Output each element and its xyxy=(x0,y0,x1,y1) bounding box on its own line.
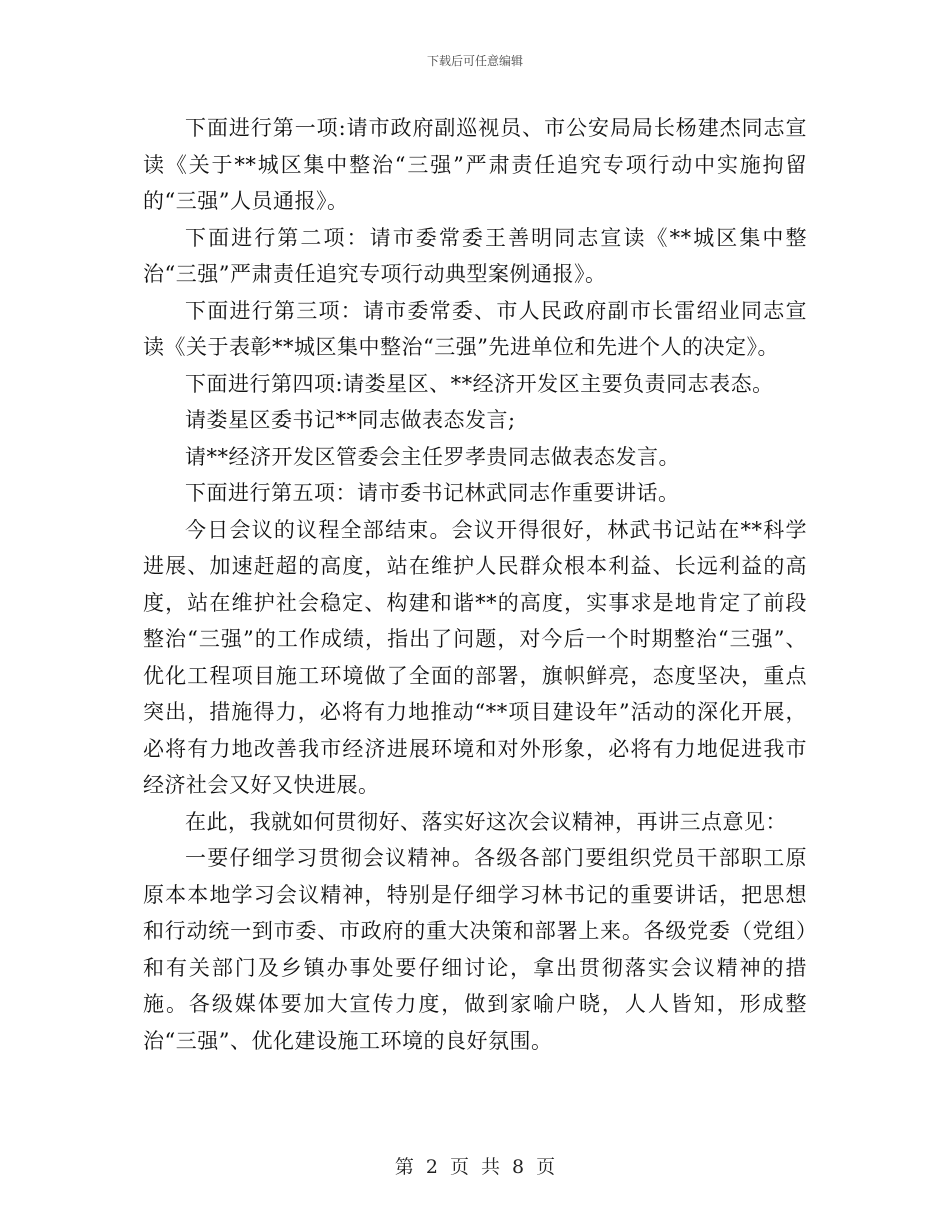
paragraph: 一要仔细学习贯彻会议精神。各级各部门要组织党员干部职工原原本本地学习会议精神，特别是仔细学习林书记的重要讲话，把思想和行动统一到市委、市政府的重大决策和部署上来。各级党委（党组）和有关部门及乡镇办事处要仔细讨论，拿出贯彻落实会议精神的措施。各级媒体要加大宣传力度，做到家喻户晓，人人皆知，形成整治“三强”、优化建设施工环境的良好氛围。 xyxy=(143,846,807,1053)
paragraph: 下面进行第二项：请市委常委王善明同志宣读《**城区集中整治“三强”严肃责任追究专项行动典型案例通报》。 xyxy=(143,225,807,286)
paragraph: 下面进行第四项:请娄星区、**经济开发区主要负责同志表态。 xyxy=(185,371,774,396)
paragraph: 下面进行第三项：请市委常委、市人民政府副市长雷绍业同志宣读《关于表彰**城区集中整治“三强”先进单位和先进个人的决定》。 xyxy=(143,298,807,359)
paragraph: 请**经济开发区管委会主任罗孝贵同志做表态发言。 xyxy=(185,444,680,469)
paragraph: 下面进行第五项：请市委书记林武同志作重要讲话。 xyxy=(185,481,680,505)
document-body xyxy=(143,110,807,1059)
page-number-footer: 第 2 页 共 8 页 xyxy=(394,1156,556,1178)
paragraph: 在此，我就如何贯彻好、落实好这次会议精神，再讲三点意见： xyxy=(185,809,787,834)
paragraph: 下面进行第一项:请市政府副巡视员、市公安局局长杨建杰同志宣读《关于**城区集中整治“三强”严肃责任追究专项行动中实施拘留的“三强”人员通报》。 xyxy=(143,116,807,213)
page-header-note: 下载后可任意编辑 xyxy=(426,54,523,68)
paragraph: 请娄星区委书记**同志做表态发言; xyxy=(185,408,516,432)
paragraph: 今日会议的议程全部结束。会议开得很好，林武书记站在**科学进展、加速赶超的高度，站在维护人民群众根本利益、长远利益的高度，站在维护社会稳定、构建和谐**的高度，实事求是地肯定了前段整治“三强”的工作成绩，指出了问题，对今后一个时期整治“三强”、优化工程项目施工环境做了全面的部署，旗帜鲜亮，态度坚决，重点突出，措施得力，必将有力地推动“**项目建设年”活动的深化开展，必将有力地改善我市经济进展环境和对外形象，必将有力地促进我市经济社会又好又快进展。 xyxy=(143,517,807,797)
